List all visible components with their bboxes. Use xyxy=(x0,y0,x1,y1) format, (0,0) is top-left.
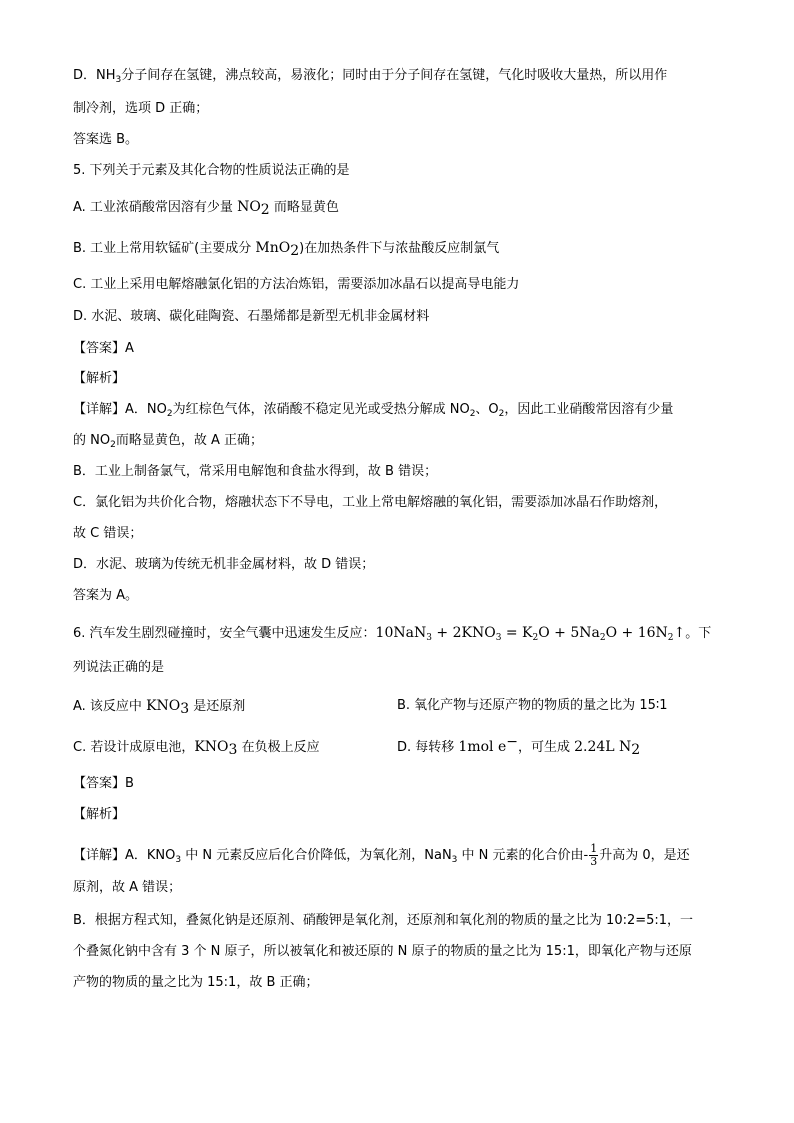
subscript: 2 xyxy=(110,440,116,450)
q5-detail-line2 xyxy=(73,432,263,450)
q5-detail-line5: 故 C 错误； xyxy=(73,526,143,541)
text: 分子间存在氢键，沸点较高，易液化；同时由于分子间存在氢键，气化时吸收大量热，所以用作 xyxy=(121,68,668,83)
q6-detail-line3: B．根据方程式知，叠氮化钠是还原剂、硝酸钾是氧化剂，还原剂和氧化剂的物质的量之比为 10:2=5:1，一 xyxy=(73,913,694,928)
text: 在负极上反应 xyxy=(237,740,320,755)
subscript: 3 xyxy=(495,633,502,643)
text: C. 若设计成原电池， xyxy=(73,740,195,755)
subscript: 3 xyxy=(180,701,190,717)
formula: KNO xyxy=(194,739,229,755)
subscript: 3 xyxy=(175,855,182,865)
subscript: 3 xyxy=(451,855,458,865)
prev-option-d-line1 xyxy=(73,67,667,85)
prev-option-d-line2: 制冷剂，选项 D 正确； xyxy=(73,101,209,116)
text: 是还原剂 xyxy=(189,699,246,714)
subscript: 2 xyxy=(290,243,300,259)
prev-answer-line: 答案选 B。 xyxy=(73,132,139,147)
formula: NO xyxy=(237,199,261,215)
q5-analysis-label: 【解析】 xyxy=(73,371,126,386)
subscript: 2 xyxy=(532,633,539,643)
q5-detail-line1 xyxy=(73,401,673,419)
formula: 1mol e xyxy=(458,739,507,755)
text: 中 N 元素的化合价由- xyxy=(457,848,589,863)
fraction-denominator: 3 xyxy=(590,855,598,868)
text: 6. 汽车发生剧烈碰撞时，安全气囊中迅速发生反应： xyxy=(73,626,376,641)
q5-stem: 5. 下列关于元素及其化合物的性质说法正确的是 xyxy=(73,163,350,178)
text: O + 5Na xyxy=(538,625,600,641)
formula: KNO xyxy=(146,698,181,714)
superscript: − xyxy=(506,734,518,750)
q6-stem-line2: 列说法正确的是 xyxy=(73,660,165,675)
q6-analysis-label: 【解析】 xyxy=(73,807,126,822)
q5-option-a xyxy=(73,198,339,217)
subscript: 3 xyxy=(426,633,432,643)
text: 10NaN xyxy=(375,625,427,641)
subscript: 2 xyxy=(667,633,674,643)
text: ，因此工业硝酸常因溶有少量 xyxy=(504,402,674,417)
q5-option-c: C. 工业上采用电解熔融氯化铝的方法冶炼铝，需要添加冰晶石以提高导电能力 xyxy=(73,277,520,292)
text: B. 工业上常用软锰矿(主要成分 xyxy=(73,241,256,256)
text: 而略显黄色，故 A 正确； xyxy=(115,433,263,448)
text: 、O xyxy=(475,402,499,417)
subscript: 3 xyxy=(115,75,122,85)
q5-option-d: D. 水泥、玻璃、碳化硅陶瓷、石墨烯都是新型无机非金属材料 xyxy=(73,309,430,324)
q5-detail-line3: B．工业上制备氯气，常采用电解饱和食盐水得到，故 B 错误； xyxy=(73,464,438,479)
q5-option-b xyxy=(73,239,499,258)
text: D．NH xyxy=(73,68,116,83)
text: + 2KNO xyxy=(431,625,496,641)
subscript: 2 xyxy=(599,633,606,643)
q6-option-c xyxy=(73,738,320,757)
text: D. 每转移 xyxy=(397,740,459,755)
subscript: 3 xyxy=(228,742,238,758)
text: 【详解】A．KNO xyxy=(73,848,176,863)
q6-answer-label: 【答案】B xyxy=(73,776,134,791)
q6-option-a xyxy=(73,697,245,716)
text: A. 该反应中 xyxy=(73,699,147,714)
fraction-numerator: 1 xyxy=(590,842,598,855)
q6-detail-line1 xyxy=(73,843,690,868)
q5-answer-line: 答案为 A。 xyxy=(73,588,139,603)
up-arrow: ↑ xyxy=(673,625,686,641)
text: 。下 xyxy=(685,626,712,641)
text: = K xyxy=(501,625,533,641)
text: )在加热条件下与浓盐酸反应制氯气 xyxy=(299,241,500,256)
text: 而略显黄色 xyxy=(269,200,339,215)
q6-detail-line2: 原剂，故 A 错误； xyxy=(73,880,182,895)
text: 的 NO xyxy=(73,433,111,448)
subscript: 2 xyxy=(631,742,641,758)
text: A. 工业浓硝酸常因溶有少量 xyxy=(73,200,238,215)
q6-stem-line1 xyxy=(73,624,711,643)
q6-detail-line5: 产物的物质的量之比为 15:1，故 B 正确； xyxy=(73,975,319,990)
subscript: 2 xyxy=(260,202,270,218)
text: 【详解】A．NO xyxy=(73,402,167,417)
q6-option-b: B. 氧化产物与还原产物的物质的量之比为 15∶1 xyxy=(397,698,668,713)
text: O + 16N xyxy=(605,625,668,641)
formula: 2.24L N xyxy=(574,739,632,755)
subscript: 2 xyxy=(469,409,476,419)
subscript: 2 xyxy=(166,409,173,419)
text: 升高为 0，是还 xyxy=(599,848,690,863)
fraction xyxy=(589,843,598,868)
q5-detail-line4: C．氯化铝为共价化合物，熔融状态下不导电，工业上常电解熔融的氧化铝，需要添加冰晶石作助熔剂， xyxy=(73,495,668,510)
q5-answer-label: 【答案】A xyxy=(73,341,134,356)
q5-detail-line6: D．水泥、玻璃为传统无机非金属材料，故 D 错误； xyxy=(73,557,375,572)
formula: MnO xyxy=(255,240,291,256)
subscript: 2 xyxy=(498,409,505,419)
reaction-equation xyxy=(376,625,686,641)
text: 中 N 元素反应后化合价降低，为氧化剂，NaN xyxy=(181,848,452,863)
q6-detail-line4: 个叠氮化钠中含有 3 个 N 原子，所以被氧化和被还原的 N 原子的物质的量之比为 15:1，即氧化产物与还原 xyxy=(73,944,692,959)
text: 为红棕色气体，浓硝酸不稳定见光或受热分解成 NO xyxy=(172,402,470,417)
text: ，可生成 xyxy=(517,740,575,755)
q6-option-d xyxy=(397,734,641,758)
